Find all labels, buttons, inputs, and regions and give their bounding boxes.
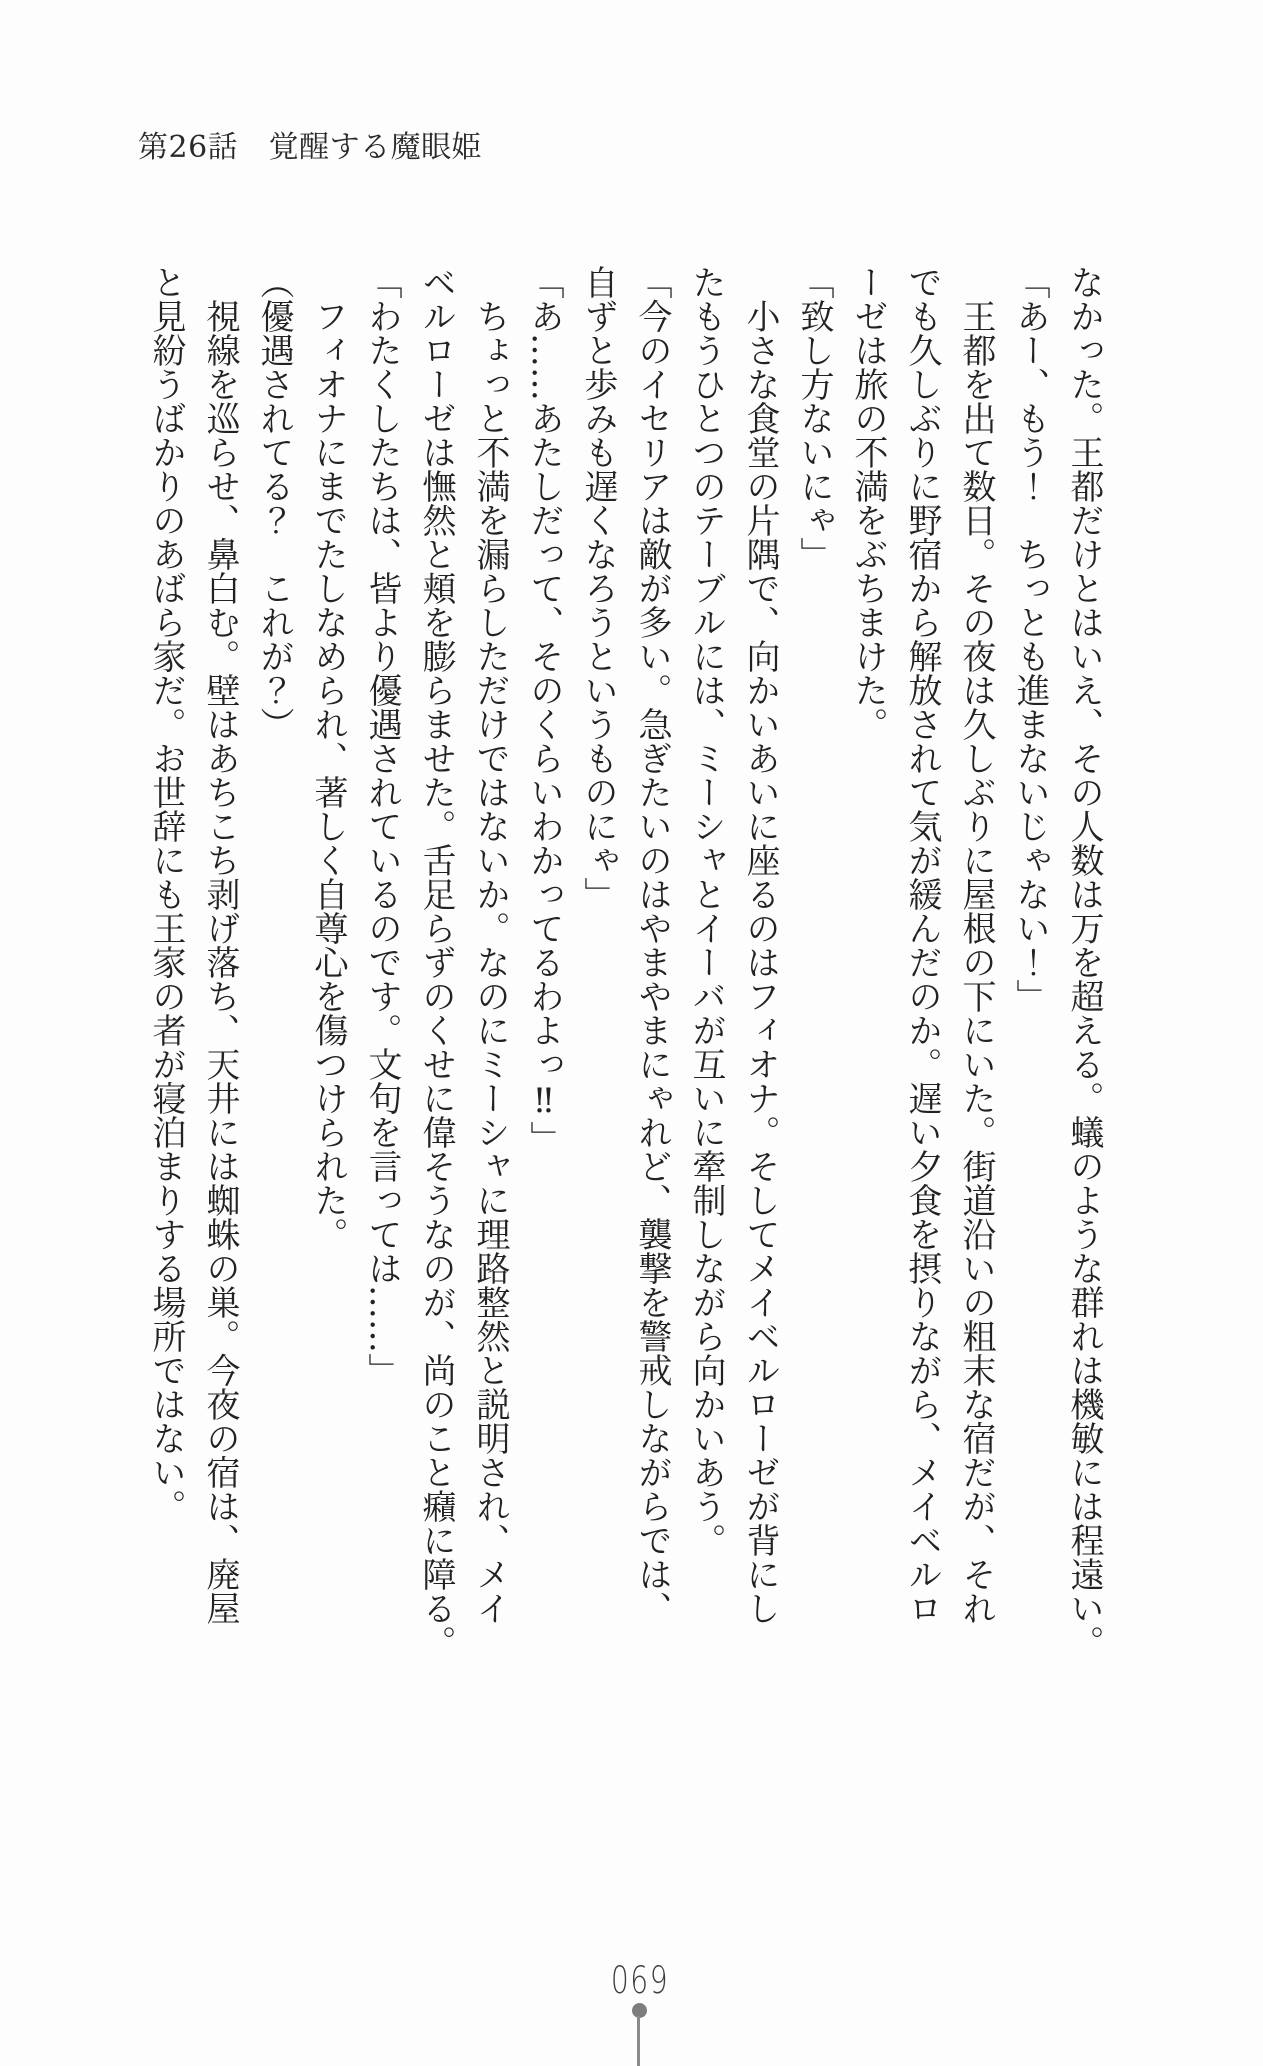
text-column: 視線を巡らせ、鼻白む。壁はあちこち剥げ落ち、天井には蜘蛛の巣。今夜の宿は、廃屋 (200, 265, 240, 1625)
text-column: 自ずと歩みも遅くなろうというものにゃ」 (578, 265, 618, 911)
chapter-heading: 第26話 覚醒する魔眼姫 (138, 130, 483, 165)
text-column: なかった。王都だけとはいえ、その人数は万を超える。蟻のような群れは機敏には程遠い。 (1064, 265, 1104, 1659)
footer-line-ornament (637, 2016, 640, 2066)
text-column: 「あー、もう！ ちっとも進まないじゃない！」 (1010, 265, 1050, 1013)
text-column: ベルローゼは憮然と頬を膨らませた。舌足らずのくせに偉そうなのが、尚のこと癪に障る。 (416, 265, 456, 1659)
text-column: と見紛うばかりのあばら家だ。お世辞にも王家の者が寝泊まりする場所ではない。 (146, 265, 186, 1523)
text-column: 小さな食堂の片隅で、向かいあいに座るのはフィオナ。そしてメイベルローゼが背にし (740, 265, 780, 1625)
text-column: たもうひとつのテーブルには、ミーシャとイーバが互いに牽制しながら向かいあう。 (686, 265, 726, 1557)
text-column: 「あ……あたしだって、そのくらいわかってるわよっ‼」 (524, 265, 564, 1155)
text-column: 「わたくしたちは、皆より優遇されているのです。文句を言っては……」 (362, 265, 402, 1387)
text-column: 王都を出て数日。その夜は久しぶりに屋根の下にいた。街道沿いの粗末な宿だが、それ (956, 265, 996, 1625)
text-column: フィオナにまでたしなめられ、著しく自尊心を傷つけられた。 (308, 265, 348, 1251)
page-number: 069 (610, 1959, 670, 2002)
text-column: ーゼは旅の不満をぶちまけた。 (848, 265, 888, 741)
text-column: ちょっと不満を漏らしただけではないか。なのにミーシャに理路整然と説明され、メイ (470, 265, 510, 1625)
text-column: 「今のイセリアは敵が多い。急ぎたいのはやまやまにゃれど、襲撃を警戒しながらでは、 (632, 265, 672, 1625)
text-column: （優遇されてる？ これが？） (254, 265, 294, 741)
body-text-block (129, 265, 1104, 1665)
text-column: 「致し方ないにゃ」 (794, 265, 834, 571)
text-column: でも久しぶりに野宿から解放されて気が緩んだのか。遅い夕食を摂りながら、メイベルロ (902, 265, 942, 1625)
